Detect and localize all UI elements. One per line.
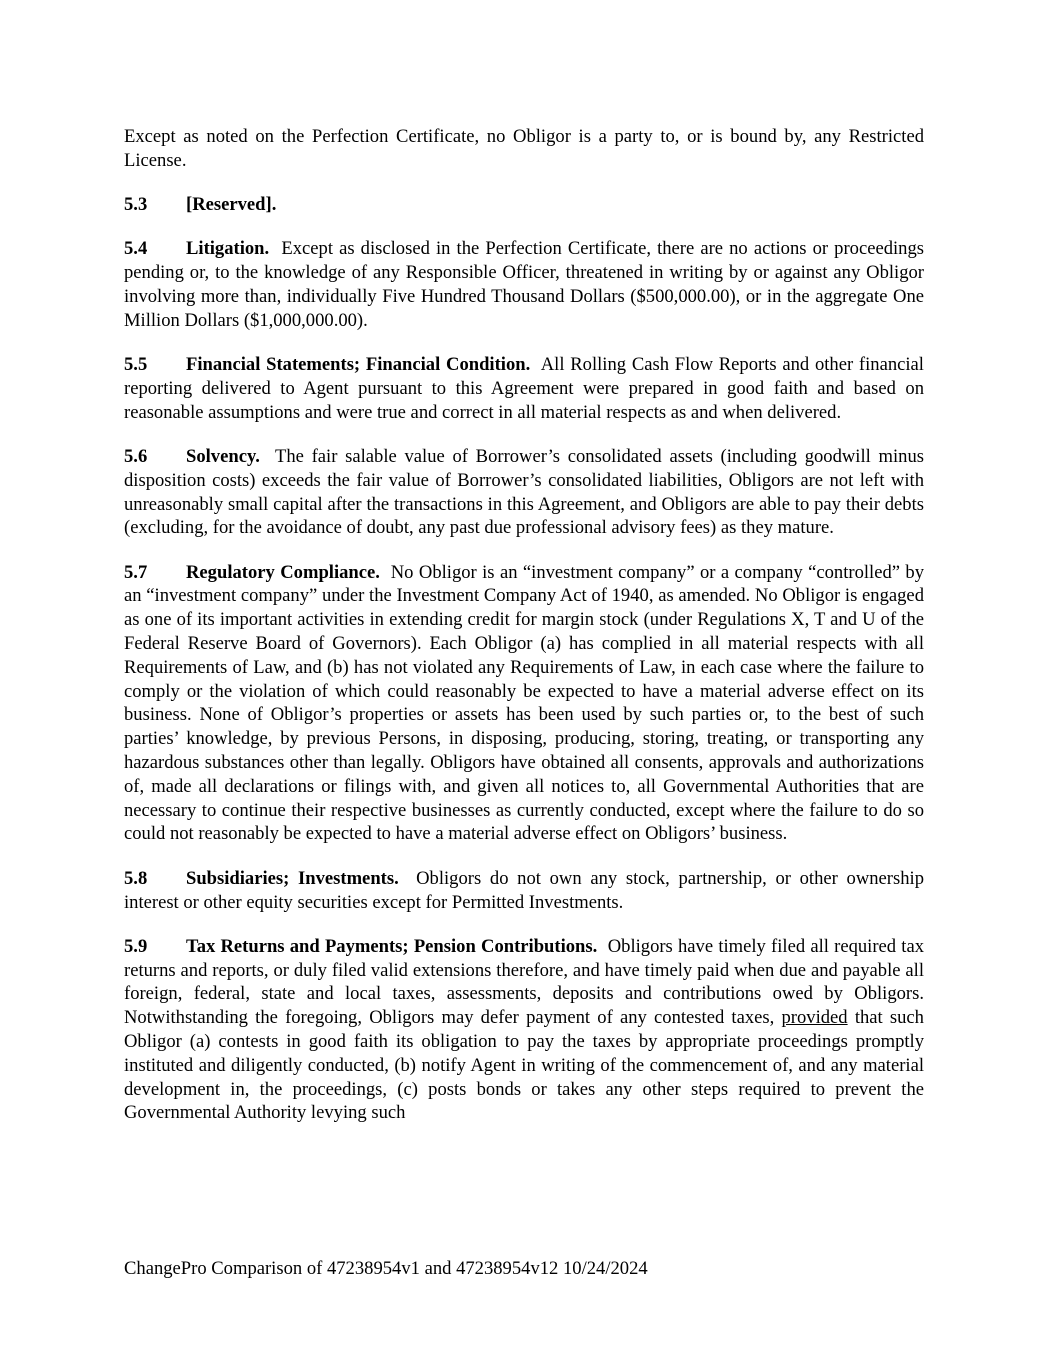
- section-5-9: [124, 935, 924, 1125]
- section-text: Obligors do not own any stock, partnership, or other ownership interest or other equity securities except for Permitted Investments.: [124, 867, 924, 913]
- document-page: [124, 125, 924, 1146]
- section-5-5: [124, 353, 924, 424]
- section-heading: Solvency.: [186, 445, 260, 467]
- underlined-term: provided: [781, 1007, 848, 1029]
- section-number: 5.5: [124, 354, 148, 376]
- section-5-7: [124, 561, 924, 847]
- section-heading: [Reserved].: [186, 194, 277, 216]
- section-text-after: that such Obligor (a) contests in good faith its obligation to pay the taxes by appropriate proceedings promptly instituted and diligently conducted, (b) notify Agent in writing of the commencement of, and any material development in, the proceedings, (c) posts bonds or takes any other steps required to prevent the Governmental Authority levying such: [124, 1007, 924, 1124]
- section-number: 5.8: [124, 867, 148, 889]
- section-number: 5.6: [124, 445, 148, 467]
- section-text: All Rolling Cash Flow Reports and other financial reporting delivered to Agent pursuant to this Agreement were prepared in good faith and based on reasonable assumptions and were true and correct in all material respects as and when delivered.: [124, 354, 924, 423]
- section-number: 5.4: [124, 238, 148, 260]
- page-footer: ChangePro Comparison of 47238954v1 and 47238954v12 10/24/2024: [124, 1258, 648, 1279]
- section-text-before: Obligors have timely filed all required tax returns and reports, or duly filed valid extensions therefore, and have timely paid when due and payable all foreign, federal, state and local taxes, assessments, deposits and contributions owed by Obligors. Notwithstanding the foregoing, Obligors may defer payment of any contested taxes,: [124, 935, 925, 1029]
- section-heading: Subsidiaries; Investments.: [186, 867, 399, 889]
- section-text: The fair salable value of Borrower’s consolidated assets (including goodwill minus disposition costs) exceeds the fair value of Borrower’s consolidated liabilities, Obligors are not left with unreasonably small capital after the transactions in this Agreement, and Obligors are able to pay their debts (excluding, for the avoidance of doubt, any past due professional advisory fees) as they mature.: [124, 445, 924, 539]
- section-heading: Litigation.: [186, 238, 270, 260]
- section-heading: Financial Statements; Financial Condition.: [186, 354, 531, 376]
- section-text: Except as disclosed in the Perfection Certificate, there are no actions or proceedings pending or, to the knowledge of any Responsible Officer, threatened in writing by or against any Obligor involving more than, individually Five Hundred Thousand Dollars ($500,000.00), or in the aggregate One Million Dollars ($1,000,000.00).: [124, 238, 925, 331]
- section-5-8: [124, 867, 924, 915]
- section-5-3: [124, 193, 924, 217]
- section-heading: Tax Returns and Payments; Pension Contributions.: [186, 935, 598, 957]
- section-heading: Regulatory Compliance.: [186, 561, 380, 583]
- intro-paragraph: Except as noted on the Perfection Certificate, no Obligor is a party to, or is bound by, any Restricted License.: [124, 126, 924, 171]
- section-number: 5.3: [124, 194, 148, 216]
- section-5-4: [124, 237, 924, 332]
- section-5-6: [124, 445, 924, 540]
- section-number: 5.7: [124, 561, 148, 583]
- section-text: No Obligor is an “investment company” or a company “controlled” by an “investment company” under the Investment Company Act of 1940, as amended. No Obligor is engaged as one of its important activities in extending credit for margin stock (under Regulations X, T and U of the Federal Reserve Board of Governors). Each Obligor (a) has complied in all material respects with all Requirements of Law, and (b) has not violated any Requirements of Law, in each case where the failure to comply or the violation of which could reasonably be expected to have a material adverse effect on its business. None of Obligor’s properties or assets has been used by such parties or, to the best of such parties’ knowledge, by previous Persons, in disposing, producing, storing, treating, or transporting any hazardous substances other than legally. Obligors have obtained all consents, approvals and authorizations of, made all declarations or filings with, and given all notices to, all Governmental Authorities that are necessary to continue their respective businesses as currently conducted, except where the failure to do so could not reasonably be expected to have a material adverse effect on Obligors’ business.: [124, 561, 925, 845]
- section-number: 5.9: [124, 935, 148, 957]
